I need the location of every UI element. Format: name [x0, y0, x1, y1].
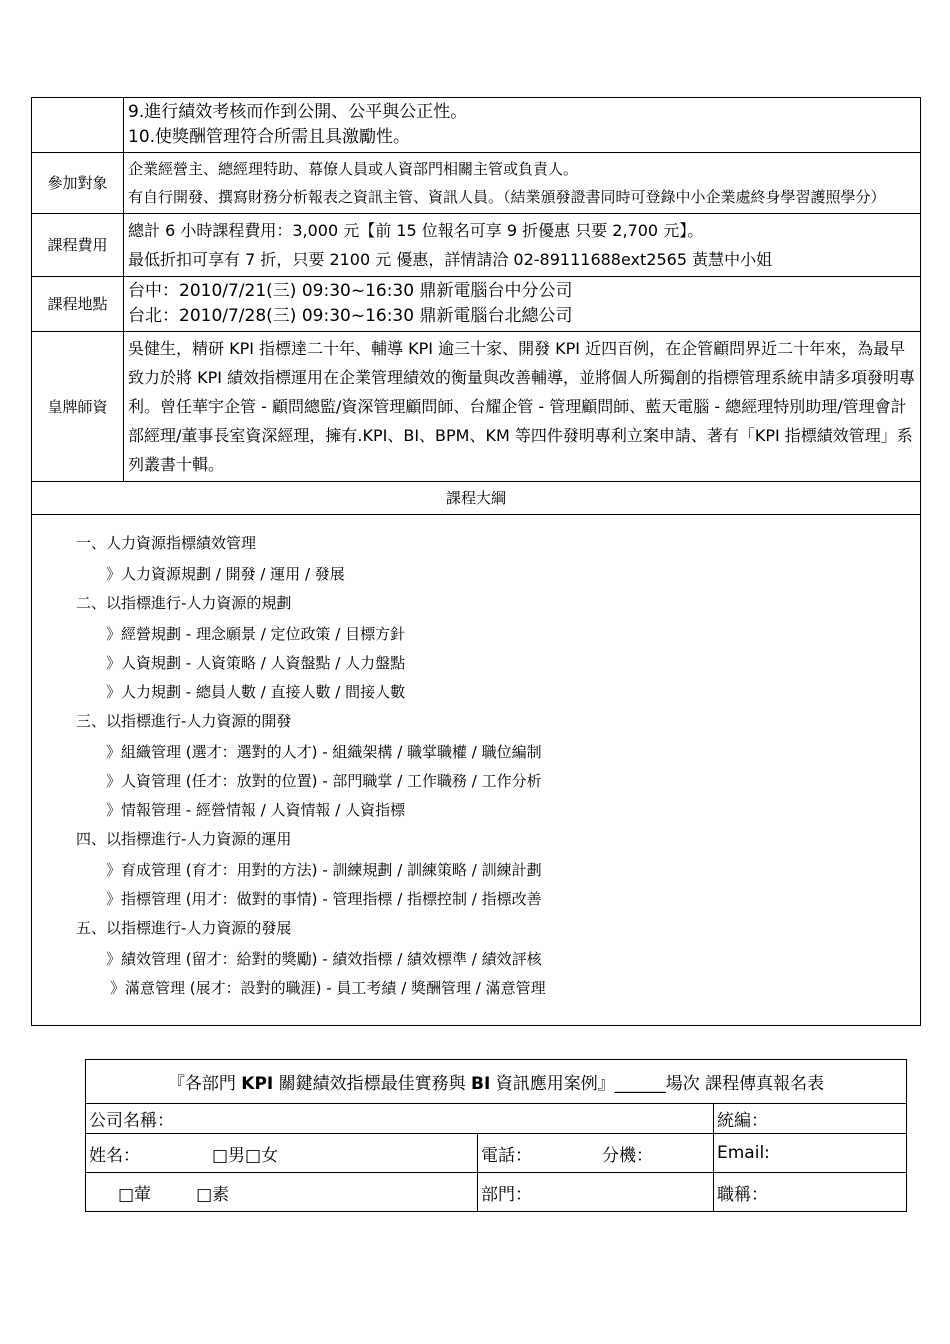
outline-item: 》情報管理 - 經營情報 / 人資情報 / 人資指標 — [106, 801, 406, 819]
job-title-label: 職稱： — [717, 1184, 768, 1205]
form-title — [86, 1060, 907, 1104]
form-title-kpi: KPI — [241, 1074, 274, 1094]
gender-checkboxes[interactable]: □男□女 — [212, 1145, 279, 1166]
tax-id-label: 統編： — [717, 1111, 768, 1131]
tax-id-field[interactable] — [714, 1104, 907, 1134]
audience-line-1: 企業經營主、總經理特助、幕僚人員或人資部門相關主管或負責人。 — [128, 160, 579, 178]
outline-section-1-title: 一、人力資源指標績效管理 — [76, 534, 257, 552]
venue-taipei: 台北：2010/7/28(三) 09:30~16:30 鼎新電腦台北總公司 — [128, 306, 573, 326]
outline-item: 》人資管理 (任才：放對的位置) - 部門職掌 / 工作職務 / 工作分析 — [106, 772, 542, 790]
outline-item: 》績效管理 (留才：給對的獎勵) - 績效指標 / 績效標準 / 績效評核 — [106, 950, 542, 968]
form-title-bi: BI — [471, 1074, 491, 1094]
audience-row — [32, 153, 921, 214]
outline-section-3-title: 三、以指標進行-人力資源的開發 — [76, 712, 292, 730]
audience-cell — [124, 153, 921, 214]
job-title-field[interactable] — [714, 1173, 907, 1212]
phone-label: 電話： — [481, 1145, 532, 1166]
diet-veg-checkbox[interactable]: □素 — [196, 1184, 230, 1205]
fee-row — [32, 214, 921, 277]
email-field[interactable] — [714, 1134, 907, 1173]
fee-label: 課程費用 — [32, 214, 124, 277]
outline-row — [32, 515, 921, 1026]
outline-heading-row — [32, 482, 921, 515]
outline-item: 》人力規劃 - 總員人數 / 直接人數 / 間接人數 — [106, 683, 406, 701]
instructor-label: 皇牌師資 — [32, 332, 124, 482]
outline-item: 》組織管理 (選才：選對的人才) - 組織架構 / 職掌職權 / 職位編制 — [106, 743, 542, 761]
fee-line-2: 最低折扣可享有 7 折，只要 2100 元 優惠，詳情請洽 02-89111688ext2565 黃慧中小姐 — [128, 250, 773, 269]
company-label: 公司名稱： — [89, 1111, 174, 1131]
outline-item: 》經營規劃 - 理念願景 / 定位政策 / 目標方針 — [106, 625, 406, 643]
name-field[interactable] — [86, 1134, 478, 1173]
outline-section-4-title: 四、以指標進行-人力資源的運用 — [76, 830, 292, 848]
fee-cell — [124, 214, 921, 277]
outline-section-2-title: 二、以指標進行-人力資源的規劃 — [76, 594, 292, 612]
outline-heading: 課程大綱 — [32, 482, 921, 515]
instructor-cell — [124, 332, 921, 482]
outline-item: 》人資規劃 - 人資策略 / 人資盤點 / 人力盤點 — [106, 654, 406, 672]
audience-label: 參加對象 — [32, 153, 124, 214]
goal-item-10: 10.使獎酬管理符合所需且具激勵性。 — [128, 127, 411, 147]
venue-label: 課程地點 — [32, 277, 124, 332]
email-label: Email: — [717, 1143, 770, 1163]
dept-field[interactable] — [478, 1173, 714, 1212]
dept-label: 部門： — [481, 1184, 532, 1205]
form-title-post: 資訊應用案例』______場次 課程傳真報名表 — [490, 1074, 825, 1094]
outline-item: 》滿意管理 (展才：設對的職涯) - 員工考績 / 獎酬管理 / 滿意管理 — [110, 979, 546, 997]
instructor-row — [32, 332, 921, 482]
outline-item: 》指標管理 (用才：做對的事情) - 管理指標 / 指標控制 / 指標改善 — [106, 890, 542, 908]
registration-form — [85, 1059, 907, 1212]
course-info-table — [31, 97, 921, 1026]
ext-label: 分機： — [602, 1145, 653, 1166]
venue-cell — [124, 277, 921, 332]
diet-meat-checkbox[interactable]: □葷 — [118, 1184, 152, 1205]
outline-section-5-title: 五、以指標進行-人力資源的發展 — [76, 919, 292, 937]
outline-item: 》人力資源規劃 / 開發 / 運用 / 發展 — [106, 565, 345, 583]
fee-line-1: 總計 6 小時課程費用：3,000 元【前 15 位報名可享 9 折優惠 只要 2,700 元】。 — [128, 221, 704, 240]
form-title-pre: 『各部門 — [167, 1074, 242, 1094]
name-label: 姓名： — [89, 1145, 140, 1166]
instructor-bio: 吳健生，精研 KPI 指標達二十年、輔導 KPI 逾三十家、開發 KPI 近四百例，在企管顧問界近二十年來，為最早致力於將 KPI 績效指標運用在企業管理績效的衡量與改善輔導，並將個人所獨創的指標管理系統申請多項發明專利。曾任華宇企管 - 顧問總監/資深管理顧問師、台耀企管 - 管理顧問師、藍天電腦 - 總經理特別助理/管理會計部經理/董事長室資深經理，擁有.KPI、BI、BPM、KM 等四件發明專利立案申請、著有「KPI 指標績效管理」系列叢書十輯。 — [128, 339, 916, 474]
audience-line-2: 有自行開發、撰寫財務分析報表之資訊主管、資訊人員。（結業頒發證書同時可登錄中小企業處終身學習護照學分） — [128, 188, 886, 206]
venue-taichung: 台中：2010/7/21(三) 09:30~16:30 鼎新電腦台中分公司 — [128, 281, 573, 301]
diet-field[interactable] — [86, 1173, 478, 1212]
outline-body — [32, 515, 921, 1026]
goals-cell — [124, 98, 921, 153]
goals-label-cell — [32, 98, 124, 153]
outline-item: 》育成管理 (育才：用對的方法) - 訓練規劃 / 訓練策略 / 訓練計劃 — [106, 861, 542, 879]
form-title-mid: 關鍵績效指標最佳實務與 — [273, 1074, 472, 1094]
company-field[interactable] — [86, 1104, 714, 1134]
goal-item-9: 9.進行績效考核而作到公開、公平與公正性。 — [128, 102, 468, 122]
venue-row — [32, 277, 921, 332]
phone-field[interactable] — [478, 1134, 714, 1173]
goals-row — [32, 98, 921, 153]
